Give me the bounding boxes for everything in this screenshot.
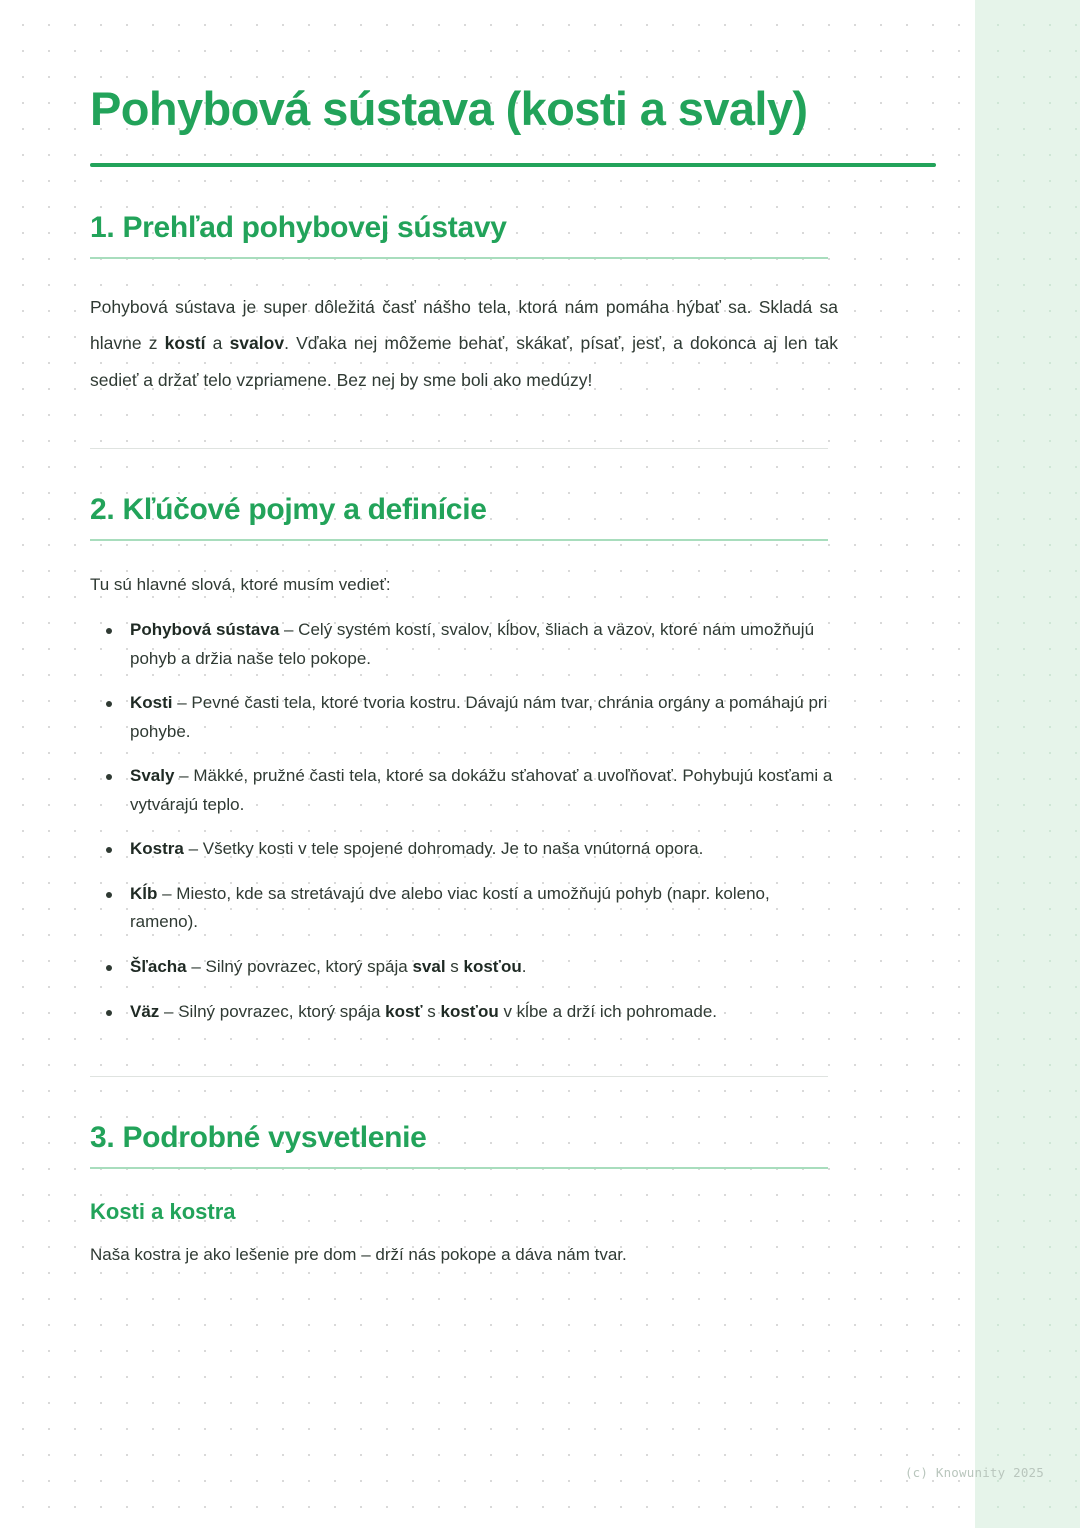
section-divider-2	[90, 1076, 828, 1077]
term-label: Svaly	[130, 766, 175, 786]
term-emphasis: kosťou	[463, 956, 522, 976]
section-1-heading: 1. Prehľad pohybovej sústavy	[90, 210, 507, 244]
list-item	[90, 616, 838, 673]
term-definition: – Všetky kosti v tele spojené dohromady. Je to naša vnútorná opora.	[183, 839, 704, 859]
term-definition: – Miesto, kde sa stretávajú dve alebo viac kostí a umožňujú pohyb (napr. koleno, rameno).	[130, 883, 770, 932]
term-label: Kostra	[130, 839, 184, 859]
term-label: Väz	[130, 1001, 160, 1021]
term-emphasis: sval	[412, 956, 446, 976]
list-item	[90, 689, 838, 746]
term-emphasis: kosť	[385, 1001, 423, 1021]
copyright-footer: (c) Knowunity 2025	[904, 1465, 1044, 1480]
text-bold-svalov: svalov	[229, 333, 285, 354]
section-detailed-explanation	[90, 1121, 838, 1270]
right-margin-strip	[973, 0, 1080, 1528]
text-part: Pohybová sústava je super dôležitá časť nášho tela, ktorá nám pomáha hýbať sa. Skladá sa hlavne z	[90, 296, 838, 354]
term-label: Kosti	[130, 693, 173, 713]
section-2-underline	[90, 539, 828, 541]
term-label: Pohybová sústava	[130, 620, 280, 640]
section-3-subheading: Kosti a kostra	[90, 1199, 236, 1225]
section-3-heading: 3. Podrobné vysvetlenie	[90, 1121, 427, 1155]
term-definition: – Pevné časti tela, ktoré tvoria kostru. Dávajú nám tvar, chránia orgány a pomáhajú pri pohybe.	[130, 693, 828, 741]
text-bold-kosti: kostí	[164, 333, 206, 354]
term-definition: .	[521, 956, 527, 976]
term-label: Šľacha	[130, 956, 187, 976]
term-list	[90, 616, 838, 1026]
term-emphasis: kosťou	[440, 1001, 499, 1021]
section-3-paragraph: Naša kostra je ako lešenie pre dom – drží nás pokope a dáva nám tvar.	[90, 1245, 627, 1265]
list-item	[90, 762, 838, 819]
list-item	[90, 998, 838, 1027]
section-divider-1	[90, 448, 828, 449]
text-part: . Vďaka nej môžeme behať, skákať, písať, jesť, a dokonca aj len tak sedieť a držať telo vzpriamene. Bez nej by sme boli ako medúzy!	[90, 333, 838, 390]
document-content	[90, 78, 838, 1286]
term-definition: – Silný povrazec, ktorý spája	[159, 1001, 386, 1021]
section-2-lead: Tu sú hlavné slová, ktoré musím vedieť:	[90, 575, 391, 595]
section-1-underline	[90, 257, 828, 259]
term-definition: s	[422, 1001, 441, 1021]
list-item	[90, 880, 838, 937]
section-key-terms	[90, 493, 838, 1026]
term-definition: v kĺbe a drží ich pohromade.	[498, 1001, 718, 1021]
term-definition: s	[445, 956, 464, 976]
page-title: Pohybová sústava (kosti a svaly)	[90, 82, 808, 135]
term-definition: – Silný povrazec, ktorý spája	[186, 956, 413, 976]
list-item	[90, 953, 838, 982]
title-divider	[90, 163, 936, 167]
section-2-heading: 2. Kľúčové pojmy a definície	[90, 493, 487, 527]
section-overview	[90, 211, 838, 398]
text-part: a	[205, 333, 230, 354]
term-label: Kĺb	[130, 883, 158, 903]
section-3-underline	[90, 1167, 828, 1169]
section-1-paragraph	[90, 289, 838, 398]
term-definition: – Mäkké, pružné časti tela, ktoré sa dokážu sťahovať a uvoľňovať. Pohybujú kosťami a vytvárajú teplo.	[130, 766, 833, 814]
term-definition: – Celý systém kostí, svalov, kĺbov, šliach a väzov, ktoré nám umožňujú pohyb a držia naše telo pokope.	[130, 620, 815, 668]
list-item	[90, 835, 838, 864]
